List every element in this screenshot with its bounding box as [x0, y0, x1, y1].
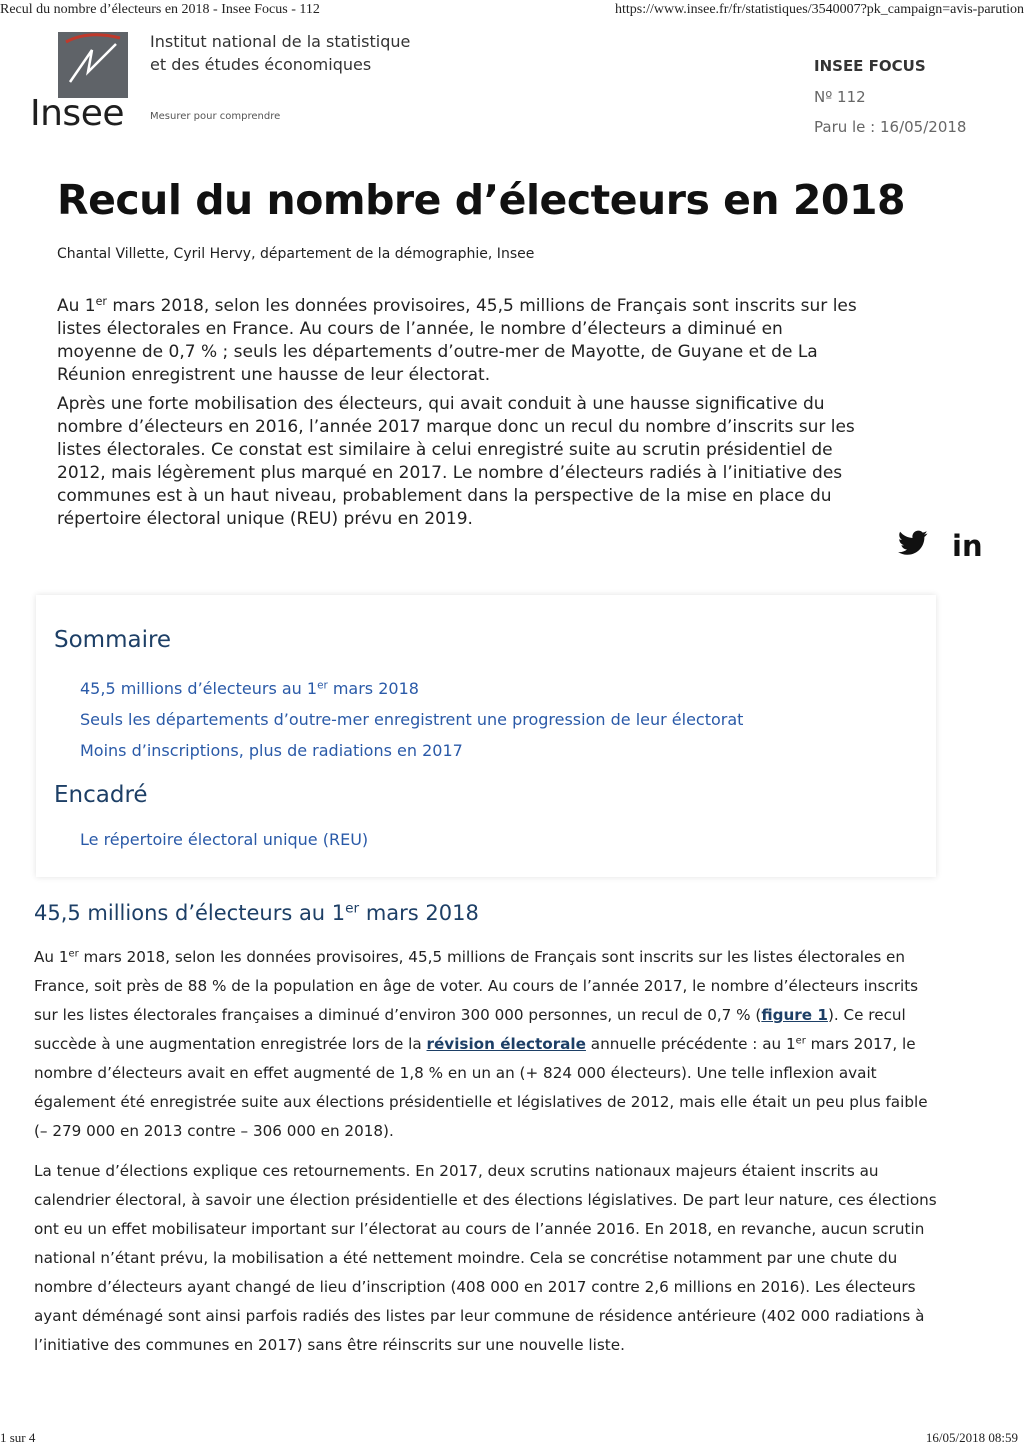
print-header-title: Recul du nombre d’électeurs en 2018 - Insee Focus - 112: [0, 2, 320, 17]
body-paragraph-1: [34, 943, 939, 1146]
toc-link-outre-mer[interactable]: Seuls les départements d’outre-mer enregistrent une progression de leur électorat: [80, 710, 744, 729]
print-header-url: https://www.insee.fr/fr/statistiques/3540007?pk_campaign=avis-parution: [614, 2, 1024, 17]
revision-electorale-link[interactable]: révision électorale: [426, 1035, 586, 1053]
print-footer: [0, 1430, 1024, 1448]
body-text: mars 2017, le nombre d’électeurs avait en effet augmenté de 1,8 % en un an (+ 824 000 électeurs). Une telle inflexion avait également été enregistrée suite aux élections présidentielle et législatives de 2012, mais elle était un peu plus faible (– 279 000 en 2013 contre – 306 000 en 2018).: [34, 1035, 928, 1140]
abstract-text: mars 2018, selon les données provisoires, 45,5 millions de Français sont inscrits sur les listes électorales en France. Au cours de l’année, le nombre d’électeurs a diminué en moyenne de 0,7 % ; seuls les départements d’outre-mer de Mayotte, de Guyane et de La Réunion enregistrent une hausse de leur électorat.: [57, 296, 857, 385]
body-text: mars 2018, selon les données provisoires, 45,5 millions de Français sont inscrits sur les listes électorales en France, soit près de 88 % de la population en âge de voter. Au cours de l’année 2017, le nombre d’électeurs inscrits sur les listes électorales françaises a diminué d’environ 300 000 personnes, un recul de 0,7 % (: [34, 948, 919, 1024]
section-heading: [34, 898, 479, 928]
linkedin-share-button[interactable]: in: [952, 529, 983, 563]
insee-logo-icon: [58, 32, 128, 98]
section-body: [34, 943, 939, 1371]
table-of-contents: [36, 595, 936, 877]
insee-wordmark: Insee: [30, 93, 124, 134]
encadre-links: [80, 824, 368, 855]
encadre-title: Encadré: [54, 782, 148, 808]
insee-logo[interactable]: [30, 32, 140, 134]
toc-link-text: mars 2018: [327, 679, 419, 698]
institute-name: [150, 30, 410, 76]
sommaire-links: [80, 673, 743, 766]
ordinal-sup: er: [95, 294, 107, 308]
body-text: Au 1: [34, 948, 69, 966]
publication-info: [814, 56, 966, 136]
toc-link-text: 45,5 millions d’électeurs au 1: [80, 679, 318, 698]
twitter-icon: [898, 530, 928, 556]
abstract: [57, 295, 867, 537]
section-heading-text: 45,5 millions d’électeurs au 1: [34, 901, 346, 925]
ordinal-sup: er: [68, 948, 79, 960]
print-header: [0, 2, 1024, 20]
abstract-paragraph-1: [57, 295, 867, 387]
body-paragraph-2: La tenue d’élections explique ces retournements. En 2017, deux scrutins nationaux majeurs étaient inscrits au calendrier électoral, à savoir une élection présidentielle et des élections législatives. De part leur nature, ces élections ont eu un effet mobilisateur important sur l’électorat au cours de l’année 2016. En 2018, en revanche, aucun scrutin national n’étant prévu, la mobilisation a été nettement moindre. Cela se concrétise notamment par une chute du nombre d’électeurs ayant changé de lieu d’inscription (408 000 en 2017 contre 2,6 millions en 2016). Les électeurs ayant déménagé sont ainsi parfois radiés des listes par leur commune de résidence antérieure (402 000 radiations à l’initiative des communes en 2017) sans être réinscrits sur une nouvelle liste.: [34, 1162, 937, 1354]
figure-1-link[interactable]: figure 1: [761, 1006, 828, 1024]
toc-link-inscriptions[interactable]: Moins d’inscriptions, plus de radiations en 2017: [80, 741, 463, 760]
tagline: Mesurer pour comprendre: [150, 111, 281, 122]
sommaire-title: Sommaire: [54, 627, 172, 653]
publication-label: INSEE FOCUS: [814, 57, 926, 75]
page-title: Recul du nombre d’électeurs en 2018: [57, 176, 906, 224]
ordinal-sup: er: [317, 679, 328, 692]
publication-date: Paru le : 16/05/2018: [814, 118, 967, 136]
institute-line-2: et des études économiques: [150, 55, 372, 74]
abstract-paragraph-2: Après une forte mobilisation des électeurs, qui avait conduit à une hausse significative du nombre d’électeurs en 2016, l’année 2017 marque donc un recul du nombre d’inscrits sur les listes électorales. Ce constat est similaire à celui enregistré suite au scrutin présidentiel de 2012, mais légèrement plus marqué en 2017. Le nombre d’électeurs radiés à l’initiative des communes est à un haut niveau, probablement dans la perspective de la mise en place du répertoire électoral unique (REU) prévu en 2019.: [57, 394, 855, 529]
page-count: 1 sur 4: [0, 1430, 36, 1445]
body-text: annuelle précédente : au 1: [585, 1035, 796, 1053]
abstract-text: Au 1: [57, 296, 96, 316]
publication-number: Nº 112: [814, 88, 866, 106]
section-heading-text: mars 2018: [359, 901, 479, 925]
twitter-share-button[interactable]: [898, 530, 928, 560]
ordinal-sup: er: [795, 1035, 806, 1047]
authors: Chantal Villette, Cyril Hervy, département de la démographie, Insee: [57, 246, 535, 262]
ordinal-sup: er: [345, 900, 360, 917]
print-timestamp: 16/05/2018 08:59: [925, 1430, 1018, 1445]
toc-link-electeurs[interactable]: [80, 673, 743, 704]
body-text: ). Ce recul succède à une augmentation enregistrée lors de la: [34, 1006, 906, 1053]
toc-link-reu[interactable]: Le répertoire électoral unique (REU): [80, 830, 369, 849]
institute-line-1: Institut national de la statistique: [150, 32, 411, 51]
